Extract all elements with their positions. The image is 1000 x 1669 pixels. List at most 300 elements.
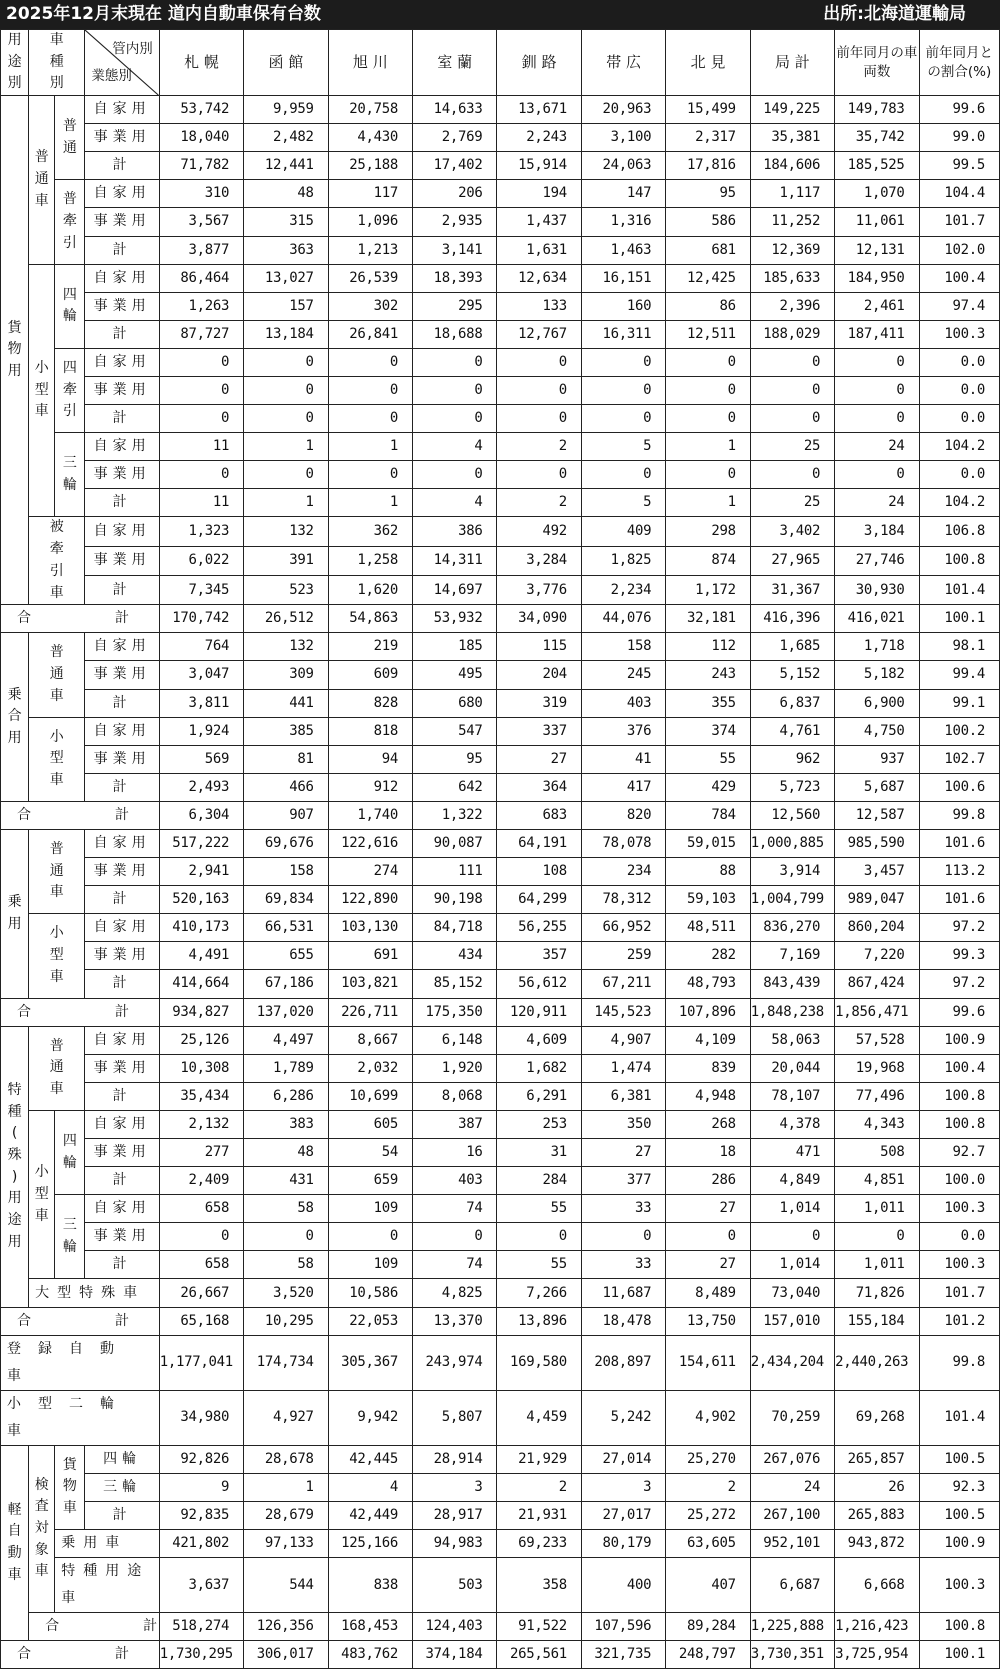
value-cell: 12,767 (497, 320, 581, 348)
value-cell: 48,793 (666, 970, 750, 998)
value-cell: 219 (328, 633, 412, 661)
value-cell: 0 (666, 1223, 750, 1251)
value-cell: 58 (244, 1195, 328, 1223)
value-cell: 0 (244, 348, 328, 376)
value-cell: 27,017 (581, 1501, 665, 1529)
value-cell: 100.0 (919, 1167, 999, 1195)
value-cell: 170,742 (159, 605, 243, 633)
value-cell: 41 (581, 745, 665, 773)
value-cell: 0 (159, 377, 243, 405)
table-row (1, 264, 1000, 292)
value-cell: 337 (497, 717, 581, 745)
value-cell: 391 (244, 546, 328, 575)
value-cell: 409 (581, 517, 665, 546)
value-cell: 3,776 (497, 575, 581, 604)
value-cell: 100.3 (919, 320, 999, 348)
value-cell: 99.5 (919, 152, 999, 180)
value-cell: 0 (581, 348, 665, 376)
value-cell: 658 (159, 1195, 243, 1223)
value-cell: 0 (581, 1223, 665, 1251)
value-cell: 2,493 (159, 773, 243, 801)
value-cell: 416,021 (835, 605, 919, 633)
table-row (1, 152, 1000, 180)
value-cell: 466 (244, 773, 328, 801)
sub-three-wheel: 三 輪 (55, 433, 85, 517)
value-cell: 100.9 (919, 1529, 999, 1557)
value-cell: 874 (666, 546, 750, 575)
value-cell: 0 (328, 461, 412, 489)
value-cell: 4 (413, 433, 497, 461)
table-row (1, 517, 1000, 546)
value-cell: 377 (581, 1167, 665, 1195)
value-cell: 14,697 (413, 575, 497, 604)
value-cell: 0 (159, 461, 243, 489)
value-cell: 132 (244, 633, 328, 661)
value-cell: 17,816 (666, 152, 750, 180)
value-cell: 99.6 (919, 998, 999, 1026)
value-cell: 248,797 (666, 1641, 750, 1669)
value-cell: 403 (581, 689, 665, 717)
value-cell: 18,478 (581, 1307, 665, 1335)
business-label: 自家用 (85, 717, 159, 745)
value-cell: 658 (159, 1251, 243, 1279)
value-cell: 12,634 (497, 264, 581, 292)
business-label: 計 (85, 575, 159, 604)
value-cell: 174,734 (244, 1335, 328, 1390)
value-cell: 298 (666, 517, 750, 546)
value-cell: 268 (666, 1110, 750, 1138)
value-cell: 25,126 (159, 1026, 243, 1054)
value-cell: 90,087 (413, 829, 497, 857)
value-cell: 99.8 (919, 1335, 999, 1390)
value-cell: 0 (159, 348, 243, 376)
value-cell: 952,101 (750, 1529, 834, 1557)
value-cell: 48 (244, 180, 328, 208)
value-cell: 107,596 (581, 1613, 665, 1641)
value-cell: 185 (413, 633, 497, 661)
value-cell: 42,449 (328, 1501, 412, 1529)
value-cell: 18 (666, 1139, 750, 1167)
table-row (1, 1335, 1000, 1390)
value-cell: 13,370 (413, 1307, 497, 1335)
value-cell: 185,633 (750, 264, 834, 292)
value-cell: 16,311 (581, 320, 665, 348)
value-cell: 0 (750, 348, 834, 376)
business-label: 自家用 (85, 1110, 159, 1138)
value-cell: 126,356 (244, 1613, 328, 1641)
business-label: 事業用 (85, 292, 159, 320)
value-cell: 0 (328, 1223, 412, 1251)
value-cell: 10,586 (328, 1279, 412, 1307)
value-cell: 6,304 (159, 801, 243, 829)
value-cell: 85,152 (413, 970, 497, 998)
business-label: 事業用 (85, 377, 159, 405)
value-cell: 69,268 (835, 1390, 919, 1445)
value-cell: 12,587 (835, 801, 919, 829)
table-row (1, 858, 1000, 886)
value-cell: 58 (244, 1251, 328, 1279)
value-cell: 15,499 (666, 96, 750, 124)
business-label: 自家用 (85, 96, 159, 124)
value-cell: 109 (328, 1195, 412, 1223)
table-row (1, 998, 1000, 1026)
value-cell: 383 (244, 1110, 328, 1138)
value-cell: 3 (413, 1473, 497, 1501)
business-label: 自家用 (85, 829, 159, 857)
special-car-label: 特種用途車 (55, 1558, 160, 1613)
value-cell: 0 (159, 405, 243, 433)
value-cell: 101.4 (919, 1390, 999, 1445)
four-wheel-label: 四輪 (85, 1445, 159, 1473)
value-cell: 492 (497, 517, 581, 546)
total-label-b: 計 (115, 1312, 129, 1329)
value-cell: 107,896 (666, 998, 750, 1026)
col-hakodate: 函 館 (244, 30, 328, 96)
value-cell: 95 (413, 745, 497, 773)
value-cell: 1,070 (835, 180, 919, 208)
value-cell: 13,027 (244, 264, 328, 292)
value-cell: 441 (244, 689, 328, 717)
value-cell: 5 (581, 489, 665, 517)
value-cell: 483,762 (328, 1641, 412, 1669)
value-cell: 820 (581, 801, 665, 829)
value-cell: 84,718 (413, 914, 497, 942)
value-cell: 97.2 (919, 970, 999, 998)
value-cell: 867,424 (835, 970, 919, 998)
value-cell: 586 (666, 208, 750, 236)
value-cell: 508 (835, 1139, 919, 1167)
value-cell: 0 (581, 461, 665, 489)
value-cell: 286 (666, 1167, 750, 1195)
value-cell: 1,323 (159, 517, 243, 546)
value-cell: 25 (750, 433, 834, 461)
total-label (29, 1613, 160, 1641)
value-cell: 102.0 (919, 236, 999, 264)
table-row (1, 689, 1000, 717)
table-row (1, 348, 1000, 376)
value-cell: 55 (497, 1195, 581, 1223)
value-cell: 0 (159, 1223, 243, 1251)
business-label: 計 (85, 152, 159, 180)
value-cell: 9,959 (244, 96, 328, 124)
total-label-a: 合 (17, 806, 31, 823)
value-cell: 69,834 (244, 886, 328, 914)
value-cell: 907 (244, 801, 328, 829)
value-cell: 0 (244, 1223, 328, 1251)
group-passenger-regular: 普 通 車 (29, 829, 85, 913)
value-cell: 4,343 (835, 1110, 919, 1138)
business-label: 事業用 (85, 942, 159, 970)
value-cell: 101.6 (919, 829, 999, 857)
value-cell: 523 (244, 575, 328, 604)
value-cell: 24 (750, 1473, 834, 1501)
value-cell: 48,511 (666, 914, 750, 942)
value-cell: 27 (666, 1251, 750, 1279)
value-cell: 100.8 (919, 546, 999, 575)
value-cell: 78,078 (581, 829, 665, 857)
total-label-b: 計 (115, 806, 129, 823)
group-cargo-regular: 普 通 車 (29, 96, 55, 265)
col-ratio: 前年同月との割合(%) (919, 30, 999, 96)
value-cell: 2,396 (750, 292, 834, 320)
value-cell: 27,014 (581, 1445, 665, 1473)
value-cell: 2,440,263 (835, 1335, 919, 1390)
value-cell: 4 (413, 489, 497, 517)
value-cell: 309 (244, 661, 328, 689)
value-cell: 387 (413, 1110, 497, 1138)
value-cell: 362 (328, 517, 412, 546)
value-cell: 5,242 (581, 1390, 665, 1445)
value-cell: 89,284 (666, 1613, 750, 1641)
value-cell: 18,040 (159, 124, 243, 152)
value-cell: 2,234 (581, 575, 665, 604)
value-cell: 158 (244, 858, 328, 886)
value-cell: 364 (497, 773, 581, 801)
value-cell: 59,015 (666, 829, 750, 857)
value-cell: 358 (497, 1558, 581, 1613)
value-cell: 471 (750, 1139, 834, 1167)
value-cell: 5 (581, 433, 665, 461)
table-row (1, 236, 1000, 264)
business-label: 計 (85, 1082, 159, 1110)
value-cell: 306,017 (244, 1641, 328, 1669)
value-cell: 44,076 (581, 605, 665, 633)
value-cell: 8,489 (666, 1279, 750, 1307)
value-cell: 99.8 (919, 801, 999, 829)
value-cell: 20,963 (581, 96, 665, 124)
value-cell: 4,761 (750, 717, 834, 745)
value-cell: 104.2 (919, 489, 999, 517)
value-cell: 34,980 (159, 1390, 243, 1445)
table-row (1, 1195, 1000, 1223)
value-cell: 3,100 (581, 124, 665, 152)
value-cell: 5,807 (413, 1390, 497, 1445)
value-cell: 54 (328, 1139, 412, 1167)
table-row (1, 1110, 1000, 1138)
value-cell: 1,825 (581, 546, 665, 575)
value-cell: 120,911 (497, 998, 581, 1026)
total-label (1, 1307, 160, 1335)
value-cell: 12,441 (244, 152, 328, 180)
value-cell: 16,151 (581, 264, 665, 292)
value-cell: 103,130 (328, 914, 412, 942)
value-cell: 0 (666, 461, 750, 489)
value-cell: 1,322 (413, 801, 497, 829)
value-cell: 784 (666, 801, 750, 829)
value-cell: 3,730,351 (750, 1641, 834, 1669)
value-cell: 106.8 (919, 517, 999, 546)
business-label: 計 (85, 1167, 159, 1195)
value-cell: 100.5 (919, 1445, 999, 1473)
value-cell: 4,851 (835, 1167, 919, 1195)
value-cell: 1,172 (666, 575, 750, 604)
value-cell: 91,522 (497, 1613, 581, 1641)
value-cell: 1,258 (328, 546, 412, 575)
table-row (1, 292, 1000, 320)
value-cell: 12,560 (750, 801, 834, 829)
table-row (1, 1082, 1000, 1110)
value-cell: 17,402 (413, 152, 497, 180)
value-cell: 321,735 (581, 1641, 665, 1669)
total-label-a: 合 (17, 610, 31, 627)
value-cell: 0 (835, 461, 919, 489)
value-cell: 2,461 (835, 292, 919, 320)
value-cell: 937 (835, 745, 919, 773)
value-cell: 66,952 (581, 914, 665, 942)
value-cell: 27,746 (835, 546, 919, 575)
value-cell: 101.2 (919, 1307, 999, 1335)
large-special-label: 大型特殊車 (29, 1279, 160, 1307)
value-cell: 18,393 (413, 264, 497, 292)
value-cell: 305,367 (328, 1335, 412, 1390)
value-cell: 0 (497, 377, 581, 405)
value-cell: 92.7 (919, 1139, 999, 1167)
value-cell: 315 (244, 208, 328, 236)
value-cell: 1 (244, 433, 328, 461)
value-cell: 4,907 (581, 1026, 665, 1054)
value-cell: 104.2 (919, 433, 999, 461)
value-cell: 267,100 (750, 1501, 834, 1529)
value-cell: 2,482 (244, 124, 328, 152)
value-cell: 15,914 (497, 152, 581, 180)
value-cell: 122,616 (328, 829, 412, 857)
value-cell: 1 (328, 433, 412, 461)
business-label: 自家用 (85, 914, 159, 942)
table-row (1, 1501, 1000, 1529)
table-row (1, 773, 1000, 801)
table-row (1, 1279, 1000, 1307)
value-cell: 184,606 (750, 152, 834, 180)
table-row (1, 575, 1000, 604)
value-cell: 1,463 (581, 236, 665, 264)
value-cell: 42,445 (328, 1445, 412, 1473)
value-cell: 6,837 (750, 689, 834, 717)
value-cell: 1 (328, 489, 412, 517)
value-cell: 1,437 (497, 208, 581, 236)
value-cell: 101.7 (919, 208, 999, 236)
value-cell: 357 (497, 942, 581, 970)
header-business: 業態別 (91, 68, 132, 85)
value-cell: 26,512 (244, 605, 328, 633)
value-cell: 495 (413, 661, 497, 689)
value-cell: 117 (328, 180, 412, 208)
value-cell: 3,402 (750, 517, 834, 546)
vehicle-count-table (0, 29, 1000, 1669)
value-cell: 27 (666, 1195, 750, 1223)
table-row (1, 180, 1000, 208)
value-cell: 0 (666, 405, 750, 433)
value-cell: 1,789 (244, 1054, 328, 1082)
value-cell: 400 (581, 1558, 665, 1613)
value-cell: 0.0 (919, 377, 999, 405)
table-row (1, 433, 1000, 461)
value-cell: 0 (666, 377, 750, 405)
business-label: 自家用 (85, 1026, 159, 1054)
value-cell: 35,742 (835, 124, 919, 152)
source-label: 出所:北海道運輸局 (823, 4, 966, 24)
value-cell: 403 (413, 1167, 497, 1195)
group-special-regular: 普 通 車 (29, 1026, 85, 1110)
value-cell: 92,826 (159, 1445, 243, 1473)
value-cell: 24 (835, 433, 919, 461)
value-cell: 989,047 (835, 886, 919, 914)
value-cell: 284 (497, 1167, 581, 1195)
value-cell: 1,117 (750, 180, 834, 208)
value-cell: 655 (244, 942, 328, 970)
value-cell: 55 (497, 1251, 581, 1279)
value-cell: 187,411 (835, 320, 919, 348)
registered-label: 登録自動車 (1, 1335, 160, 1390)
sub-regular: 普 通 (55, 96, 85, 180)
business-label: 計 (85, 773, 159, 801)
value-cell: 912 (328, 773, 412, 801)
group-towed: 被 牽 引 車 (29, 517, 85, 605)
value-cell: 122,890 (328, 886, 412, 914)
value-cell: 3,284 (497, 546, 581, 575)
value-cell: 71,782 (159, 152, 243, 180)
table-row (1, 1223, 1000, 1251)
business-label: 計 (85, 236, 159, 264)
value-cell: 6,381 (581, 1082, 665, 1110)
table-row (1, 1054, 1000, 1082)
value-cell: 943,872 (835, 1529, 919, 1557)
value-cell: 2,132 (159, 1110, 243, 1138)
value-cell: 111 (413, 858, 497, 886)
group-bus: 乗 合 用 (1, 633, 29, 802)
value-cell: 605 (328, 1110, 412, 1138)
sub-regular-tow: 普 牽 引 (55, 180, 85, 264)
business-label: 事業用 (85, 745, 159, 773)
value-cell: 385 (244, 717, 328, 745)
header-row (1, 30, 1000, 96)
total-label (1, 605, 160, 633)
value-cell: 112 (666, 633, 750, 661)
value-cell: 56,612 (497, 970, 581, 998)
value-cell: 63,605 (666, 1529, 750, 1557)
value-cell: 2,434,204 (750, 1335, 834, 1390)
table-row (1, 1251, 1000, 1279)
value-cell: 132 (244, 517, 328, 546)
value-cell: 12,369 (750, 236, 834, 264)
table-row (1, 745, 1000, 773)
table-row (1, 829, 1000, 857)
value-cell: 0 (835, 1223, 919, 1251)
value-cell: 319 (497, 689, 581, 717)
value-cell: 6,022 (159, 546, 243, 575)
value-cell: 429 (666, 773, 750, 801)
value-cell: 0 (750, 377, 834, 405)
value-cell: 101.6 (919, 886, 999, 914)
col-muroran: 室 蘭 (413, 30, 497, 96)
business-label: 計 (85, 405, 159, 433)
value-cell: 0 (244, 377, 328, 405)
group-inspected: 検 査 対 象 車 (29, 1445, 55, 1612)
value-cell: 0.0 (919, 1223, 999, 1251)
table-row (1, 633, 1000, 661)
header-diagonal (85, 30, 159, 96)
value-cell: 20,044 (750, 1054, 834, 1082)
value-cell: 680 (413, 689, 497, 717)
value-cell: 6,148 (413, 1026, 497, 1054)
col-kushiro: 釧 路 (497, 30, 581, 96)
value-cell: 0 (750, 461, 834, 489)
value-cell: 0 (497, 461, 581, 489)
value-cell: 1,263 (159, 292, 243, 320)
value-cell: 6,687 (750, 1558, 834, 1613)
value-cell: 160 (581, 292, 665, 320)
value-cell: 20,758 (328, 96, 412, 124)
value-cell: 103,821 (328, 970, 412, 998)
